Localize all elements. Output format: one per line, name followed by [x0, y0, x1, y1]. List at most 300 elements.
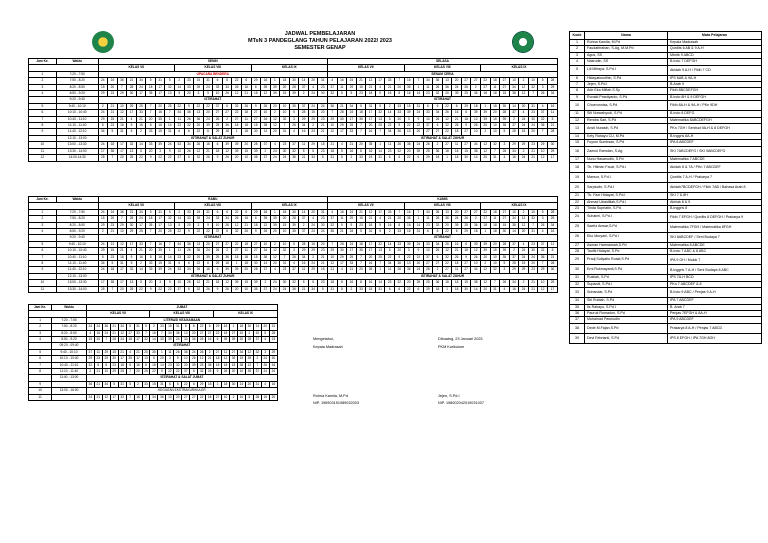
teacher-code-cell: 24 [308, 229, 318, 235]
teacher-code: 2 [570, 46, 585, 52]
teacher-code-cell: 16 [155, 123, 165, 129]
teacher-code-cell: 34 [547, 222, 557, 228]
teacher-code-cell: 34 [471, 267, 481, 273]
teacher-code-cell: 34 [175, 241, 185, 247]
teacher-code-cell: 22 [198, 394, 206, 400]
teacher-code-cell: 39 [251, 148, 261, 154]
time-slot: 09:20 - 09:40 [52, 343, 87, 349]
teacher-code-cell: 27 [481, 84, 491, 90]
teacher-code-cell: 22 [214, 330, 222, 336]
time-slot: 13:00 - 13:30 [56, 142, 98, 148]
teacher-code-cell: 22 [182, 381, 190, 387]
teacher-code-cell: 12 [117, 110, 127, 116]
teacher-code-cell: 30 [500, 229, 510, 235]
teacher-code-cell: 29 [308, 267, 318, 273]
teacher-code-cell: 26 [452, 123, 462, 129]
teacher-code-cell: 31 [318, 209, 328, 215]
teacher-code-cell: 25 [136, 229, 146, 235]
teacher-code-cell: 21 [328, 267, 338, 273]
teacher-code-cell: 34 [136, 78, 146, 84]
break-row: ISTIRAHAT & SALAT ZUHUR [98, 273, 328, 279]
teacher-name: Agus, SS [585, 52, 668, 58]
teacher-code-cell: 2 [433, 267, 443, 273]
teacher-code: 7 [570, 82, 585, 88]
teacher-code-cell: 2 [519, 78, 529, 84]
teacher-code-cell: 22 [232, 209, 242, 215]
teacher-code-cell: 32 [289, 280, 299, 286]
teacher-code-cell: 26 [442, 110, 452, 116]
teacher-code-cell: 25 [347, 254, 357, 260]
teacher-code-cell: 18 [366, 222, 376, 228]
teacher-code-cell: 22 [385, 123, 395, 129]
teacher-code-cell: 17 [155, 222, 165, 228]
teacher-code-cell: 31 [158, 381, 166, 387]
teacher-code-cell: 5 [94, 362, 102, 368]
waktu-header: Waktu [56, 59, 98, 65]
teacher-code-cell: 8 [356, 280, 366, 286]
teacher-code-cell: 26 [471, 254, 481, 260]
teacher-code-cell: 3 [194, 91, 204, 97]
teacher-code-cell: 14 [414, 91, 424, 97]
teacher-code-cell: 4 [261, 381, 269, 387]
teacher-code-cell: 29 [127, 103, 137, 109]
teacher-code-cell: 28 [289, 84, 299, 90]
teacher-subject: IPS 8 EFGH / IPA 7GH 8GH [668, 333, 762, 343]
teacher-code-cell: 32 [289, 148, 299, 154]
teacher-code-cell: 2 [481, 261, 491, 267]
teacher-code-cell: 5 [337, 280, 347, 286]
teacher-code-cell: 6 [213, 78, 223, 84]
teacher-subject: Qurdits 7 A-H / Prakarya 7 [668, 173, 762, 183]
teacher-code-cell: 15 [237, 356, 245, 362]
teacher-code-cell: 15 [308, 241, 318, 247]
teacher-code-cell: 32 [165, 84, 175, 90]
teacher-code-cell: 37 [253, 369, 261, 375]
teacher-code-cell: 30 [528, 248, 538, 254]
teacher-code-cell: 8 [146, 254, 156, 260]
teacher-code-cell: 2 [299, 222, 309, 228]
jam-ke: 4 [29, 337, 52, 343]
teacher-code-cell: 4 [500, 155, 510, 161]
teacher-code-cell: 5 [308, 148, 318, 154]
teacher-code-cell: 29 [98, 116, 108, 122]
teacher-code-cell: 17 [136, 91, 146, 97]
teacher-code-cell: 17 [117, 267, 127, 273]
teacher-name: Devi Febrianti, S.Pd [585, 333, 668, 343]
teacher-code-cell: 20 [280, 216, 290, 222]
teacher-code-cell: 6 [214, 337, 222, 343]
teacher-name: Siti Rubiah, S.Pd [585, 298, 668, 304]
teacher-code-cell: 22 [175, 229, 185, 235]
teacher-code-cell: 20 [394, 216, 404, 222]
teacher-code-cell: 39 [232, 267, 242, 273]
teacher-code-cell: 30 [318, 222, 328, 228]
class-group-label: KELAS VII [98, 203, 175, 209]
teacher-code-cell: 24 [452, 84, 462, 90]
teacher-code-cell: 5 [289, 110, 299, 116]
teacher-subject: B.Indo 8 DEFG [668, 111, 762, 117]
teacher-code-cell: 17 [375, 209, 385, 215]
teacher-code-cell: 15 [98, 84, 108, 90]
jam-ke: 3 [29, 330, 52, 336]
teacher-code-cell: 30 [127, 222, 137, 228]
teacher-code-cell: 18 [222, 362, 230, 368]
teacher-code-cell: 24 [98, 110, 108, 116]
teacher-code-cell: 7 [117, 84, 127, 90]
teacher-code-cell: 32 [433, 222, 443, 228]
teacher-code-cell: 24 [519, 116, 529, 122]
teacher-code-cell: 12 [270, 248, 280, 254]
teacher-code-cell: 15 [490, 248, 500, 254]
teacher-code-cell: 12 [232, 222, 242, 228]
jam-ke: 11 [29, 394, 52, 400]
teacher-code-cell: 20 [528, 129, 538, 135]
teacher-code-cell: 2 [270, 241, 280, 247]
teacher-code-cell: 6 [203, 261, 213, 267]
teacher-code-cell: 20 [117, 286, 127, 292]
teacher-code-cell: 24 [270, 286, 280, 292]
teacher-code-cell: 35 [126, 356, 134, 362]
teacher-code-cell: 31 [134, 324, 142, 330]
break-row: ISTIRAHAT [328, 97, 558, 103]
teacher-code-cell: 14 [175, 216, 185, 222]
teacher-code-cell: 24 [174, 337, 182, 343]
teacher-code-cell: 27 [461, 267, 471, 273]
teacher-code-cell: 20 [356, 267, 366, 273]
teacher-code-cell: 29 [251, 78, 261, 84]
day-label-left: RABU [98, 197, 328, 203]
teacher-name: Rusilah, S.Pd [585, 275, 668, 281]
jam-ke: 5 [29, 103, 57, 109]
teacher-subject: Akidah7BCDEFGH / Fikih 7AB / Bahasa Arab 8 [668, 183, 762, 193]
teacher-code-cell: 29 [547, 280, 557, 286]
teacher-code-cell: 2 [308, 254, 318, 260]
teacher-code-cell: 33 [385, 209, 395, 215]
jam-ke: 9 [29, 381, 52, 387]
teacher-code-cell: 20 [394, 84, 404, 90]
jam-ke: 11 [29, 286, 57, 292]
teacher-code: 38 [570, 323, 585, 333]
teacher-code-cell: 17 [136, 222, 146, 228]
teacher-code-cell: 20 [203, 110, 213, 116]
teacher-code-cell: 27 [206, 330, 214, 336]
teacher-code-cell: 4 [270, 142, 280, 148]
teacher-code-cell: 18 [222, 324, 230, 330]
day-label-left: JUMAT [86, 305, 277, 311]
teacher-code-cell: 34 [98, 129, 108, 135]
teacher-code-cell: 28 [245, 337, 253, 343]
teacher-code-cell: 16 [366, 129, 376, 135]
teacher-code-cell: 31 [165, 129, 175, 135]
teacher-code-cell: 18 [442, 280, 452, 286]
time-slot: 10:40 - 11:10 [56, 116, 98, 122]
teacher-code-cell: 34 [509, 148, 519, 154]
teacher-code-cell: 12 [232, 91, 242, 97]
teacher-code-cell: 29 [213, 261, 223, 267]
teacher-code-cell: 20 [490, 110, 500, 116]
teacher-code-cell: 39 [203, 123, 213, 129]
jam-ke: 10 [29, 388, 52, 394]
teacher-subject: IPA 9 GH / Mulok 7 [668, 255, 762, 265]
teacher-code-cell: 28 [269, 330, 277, 336]
teacher-code-cell: 36 [102, 324, 110, 330]
teacher-code-cell: 7 [356, 129, 366, 135]
teacher-code-cell: 11 [385, 142, 395, 148]
teacher-code-cell: 20 [404, 148, 414, 154]
teacher-code-cell: 37 [423, 254, 433, 260]
teacher-code-cell: 14 [165, 254, 175, 260]
teacher-code-cell: 27 [232, 116, 242, 122]
teacher-code-cell: 25 [375, 123, 385, 129]
teacher-code-cell: 7 [356, 123, 366, 129]
teacher-row [570, 101, 762, 111]
teacher-code-cell: 5 [98, 254, 108, 260]
teacher-code-cell: 2 [98, 229, 108, 235]
teacher-code-cell: 12 [519, 222, 529, 228]
teacher-code-cell: 10 [280, 241, 290, 247]
teacher-code-cell: 29 [347, 84, 357, 90]
teacher-code-cell: 30 [110, 356, 118, 362]
teacher-code-cell: 8 [146, 123, 156, 129]
teacher-code-cell: 7 [165, 110, 175, 116]
teacher-code-cell: 34 [423, 78, 433, 84]
teacher-code-cell: 18 [241, 129, 251, 135]
jam-ke: 3 [29, 222, 57, 228]
teacher-subject: IPS 7A-H BCD [668, 275, 762, 281]
teacher-code-cell: 36 [158, 394, 166, 400]
teacher-code-cell: 24 [318, 229, 328, 235]
teacher-code-cell: 21 [94, 381, 102, 387]
teacher-code-cell: 35 [366, 267, 376, 273]
teacher-code-cell: 11 [452, 142, 462, 148]
teacher-code-cell: 26 [198, 337, 206, 343]
jam-ke: 2 [29, 78, 57, 84]
teacher-code-cell: 5 [261, 330, 269, 336]
teacher-code-cell: 20 [452, 209, 462, 215]
teacher-code-cell: 26 [241, 103, 251, 109]
teacher-code-cell: 3 [289, 248, 299, 254]
teacher-code-cell: 16 [509, 286, 519, 292]
teacher-code-cell: 39 [404, 241, 414, 247]
teacher-code-cell: 10 [328, 254, 338, 260]
teacher-code-cell: 3 [289, 116, 299, 122]
teacher-code-cell: 30 [461, 155, 471, 161]
teacher-code-cell: 23 [175, 123, 185, 129]
teacher-code-cell: 16 [269, 381, 277, 387]
teacher-code: 22 [570, 199, 585, 205]
teacher-code-cell: 34 [190, 337, 198, 343]
teacher-code-cell: 24 [519, 155, 529, 161]
teacher-code-cell: 2 [519, 209, 529, 215]
teacher-code-cell: 25 [165, 229, 175, 235]
teacher-code-cell: 6 [182, 324, 190, 330]
teacher-code-cell: 28 [299, 241, 309, 247]
teacher-code-cell: 20 [481, 123, 491, 129]
teacher-code-cell: 27 [251, 110, 261, 116]
teacher-code-cell: 38 [471, 148, 481, 154]
teacher-code-cell: 31 [203, 209, 213, 215]
teacher-name: Muhamad Pawnudin [585, 317, 668, 323]
teacher-code-cell: 16 [404, 78, 414, 84]
teacher-code-cell: 31 [375, 155, 385, 161]
teacher-code-cell: 17 [375, 78, 385, 84]
teacher-code-cell: 39 [404, 110, 414, 116]
teacher-code-cell: 23 [318, 280, 328, 286]
teacher-code-cell: 22 [203, 103, 213, 109]
teacher-code-cell: 24 [347, 241, 357, 247]
teacher-code-cell: 12 [261, 91, 271, 97]
teacher-code-cell: 16 [347, 280, 357, 286]
teacher-code-cell: 24 [308, 129, 318, 135]
teacher-code-cell: 6 [251, 84, 261, 90]
teacher-code-cell: 18 [366, 91, 376, 97]
teacher-code-cell: 21 [110, 330, 118, 336]
teacher-code-cell: 1 [481, 229, 491, 235]
teacher-code-cell: 26 [261, 229, 271, 235]
teacher-code-cell: 5 [136, 148, 146, 154]
teacher-code-cell: 4 [337, 267, 347, 273]
teacher-code-cell: 5 [538, 209, 548, 215]
teacher-code-cell: 26 [213, 248, 223, 254]
teacher-code-cell: 36 [206, 362, 214, 368]
teacher-code-cell: 23 [166, 362, 174, 368]
teacher-code-cell: 18 [328, 148, 338, 154]
teacher-code-cell: 23 [108, 123, 118, 129]
teacher-code-cell: 6 [423, 103, 433, 109]
teacher-code: 39 [570, 333, 585, 343]
teacher-code-cell: 37 [509, 110, 519, 116]
teacher-code-cell: 31 [280, 261, 290, 267]
teacher-code: 15 [570, 140, 585, 146]
time-slot: 12:10 - 13:00 [56, 135, 98, 141]
jam-ke: 7 [29, 116, 57, 122]
teacher-code-cell: 21 [203, 148, 213, 154]
teacher-code-cell: 8 [356, 148, 366, 154]
teacher-code-cell: 26 [213, 116, 223, 122]
teacher-code-cell: 29 [509, 142, 519, 148]
teacher-code-cell: 5 [175, 222, 185, 228]
teacher-code-cell: 7 [490, 280, 500, 286]
teacher-row [570, 65, 762, 75]
teacher-code-cell: 34 [222, 216, 232, 222]
teacher-code: 9 [570, 94, 585, 100]
teacher-code-cell: 34 [509, 216, 519, 222]
teacher-code-cell: 18 [232, 254, 242, 260]
teacher-code-cell: 6 [251, 216, 261, 222]
teacher-row [570, 288, 762, 298]
teacher-code-cell: 23 [280, 267, 290, 273]
sign-left-nip: NIP. 196903151989032003 [313, 401, 359, 405]
teacher-code-cell: 9 [165, 280, 175, 286]
teacher-code-cell: 20 [414, 129, 424, 135]
teacher-code-cell: 5 [538, 78, 548, 84]
teacher-code-cell: 11 [423, 84, 433, 90]
teacher-code-cell: 17 [117, 142, 127, 148]
teacher-code-cell: 18 [442, 148, 452, 154]
teacher-code-cell: 39 [232, 148, 242, 154]
teacher-code-cell: 11 [241, 116, 251, 122]
teacher-code-cell: 32 [184, 254, 194, 260]
teacher-code-cell: 26 [500, 280, 510, 286]
teacher-code-cell: 24 [261, 356, 269, 362]
teacher-code-cell: 39 [251, 280, 261, 286]
teacher-code-cell: 20 [356, 142, 366, 148]
teacher-code-cell: 35 [155, 116, 165, 122]
teacher-code-cell: 29 [299, 248, 309, 254]
teacher-code-cell: 6 [414, 286, 424, 292]
teacher-code-cell: 20 [232, 155, 242, 161]
teacher-code-cell: 5 [308, 280, 318, 286]
teacher-code-cell: 27 [461, 209, 471, 215]
teacher-code-cell: 20 [270, 261, 280, 267]
teacher-subject: Matematika 7FGH / Matematika 8FGH [668, 222, 762, 232]
teacher-code-cell: 15 [155, 261, 165, 267]
teacher-code-cell: 11 [175, 248, 185, 254]
time-slot: 13:30 - 14:00 [56, 148, 98, 154]
teacher-code-cell: 9 [251, 229, 261, 235]
teacher-list [569, 31, 762, 344]
teacher-code-cell: 5 [108, 129, 118, 135]
teacher-code-cell: 14 [375, 280, 385, 286]
teacher-code-cell: 39 [230, 356, 238, 362]
teacher-code-cell: 26 [222, 91, 232, 97]
teacher-name: Rendra Sari, S.Pd [585, 117, 668, 123]
teacher-code-cell: 14 [385, 110, 395, 116]
teacher-code-cell: 16 [385, 222, 395, 228]
teacher-code-cell: 6 [213, 267, 223, 273]
teacher-code-cell: 17 [366, 110, 376, 116]
teacher-code-cell: 31 [155, 78, 165, 84]
teacher-code-cell: 27 [433, 129, 443, 135]
teacher-code-cell: 29 [328, 116, 338, 122]
teacher-code-cell: 29 [461, 229, 471, 235]
teacher-subject: B.Indo 7 DEFGH [668, 59, 762, 65]
teacher-code-cell: 1 [214, 381, 222, 387]
teacher-code-cell: 10 [213, 91, 223, 97]
time-slot: 10:10 - 10:40 [56, 110, 98, 116]
teacher-code-cell: 24 [190, 349, 198, 355]
teacher-subject: SKI 7 & 8H [668, 193, 762, 199]
teacher-code-cell: 21 [127, 78, 137, 84]
teacher-code-cell: 14 [261, 261, 271, 267]
teacher-code-cell: 37 [538, 241, 548, 247]
teacher-code-cell: 11 [299, 267, 309, 273]
teacher-code-cell: 21 [528, 280, 538, 286]
teacher-code: 26 [570, 232, 585, 242]
teacher-code-cell: 12 [538, 286, 548, 292]
teacher-code-cell: 10 [509, 209, 519, 215]
teacher-code-cell: 32 [538, 116, 548, 122]
teacher-code-cell: 4 [270, 267, 280, 273]
teacher-code-cell: 7 [375, 261, 385, 267]
jam-ke: 8 [29, 261, 57, 267]
teacher-code-cell: 3 [166, 356, 174, 362]
teacher-code-cell: 20 [146, 280, 156, 286]
teacher-code-cell: 18 [222, 129, 232, 135]
teacher-code-cell: 18 [481, 91, 491, 97]
teacher-code-cell: 34 [184, 142, 194, 148]
teacher-code-cell: 24 [261, 369, 269, 375]
teacher-code-cell: 32 [86, 362, 94, 368]
teacher-code-cell: 7 [375, 129, 385, 135]
teacher-code-cell: 2 [385, 229, 395, 235]
teacher-code-cell: 4 [538, 229, 548, 235]
teacher-code-cell: 5 [165, 78, 175, 84]
teacher-name: Suhandar, S.Pd [585, 288, 668, 298]
teacher-code-cell: 10 [509, 78, 519, 84]
teacher-code-cell: 4 [308, 216, 318, 222]
teacher-code-cell: 36 [433, 148, 443, 154]
